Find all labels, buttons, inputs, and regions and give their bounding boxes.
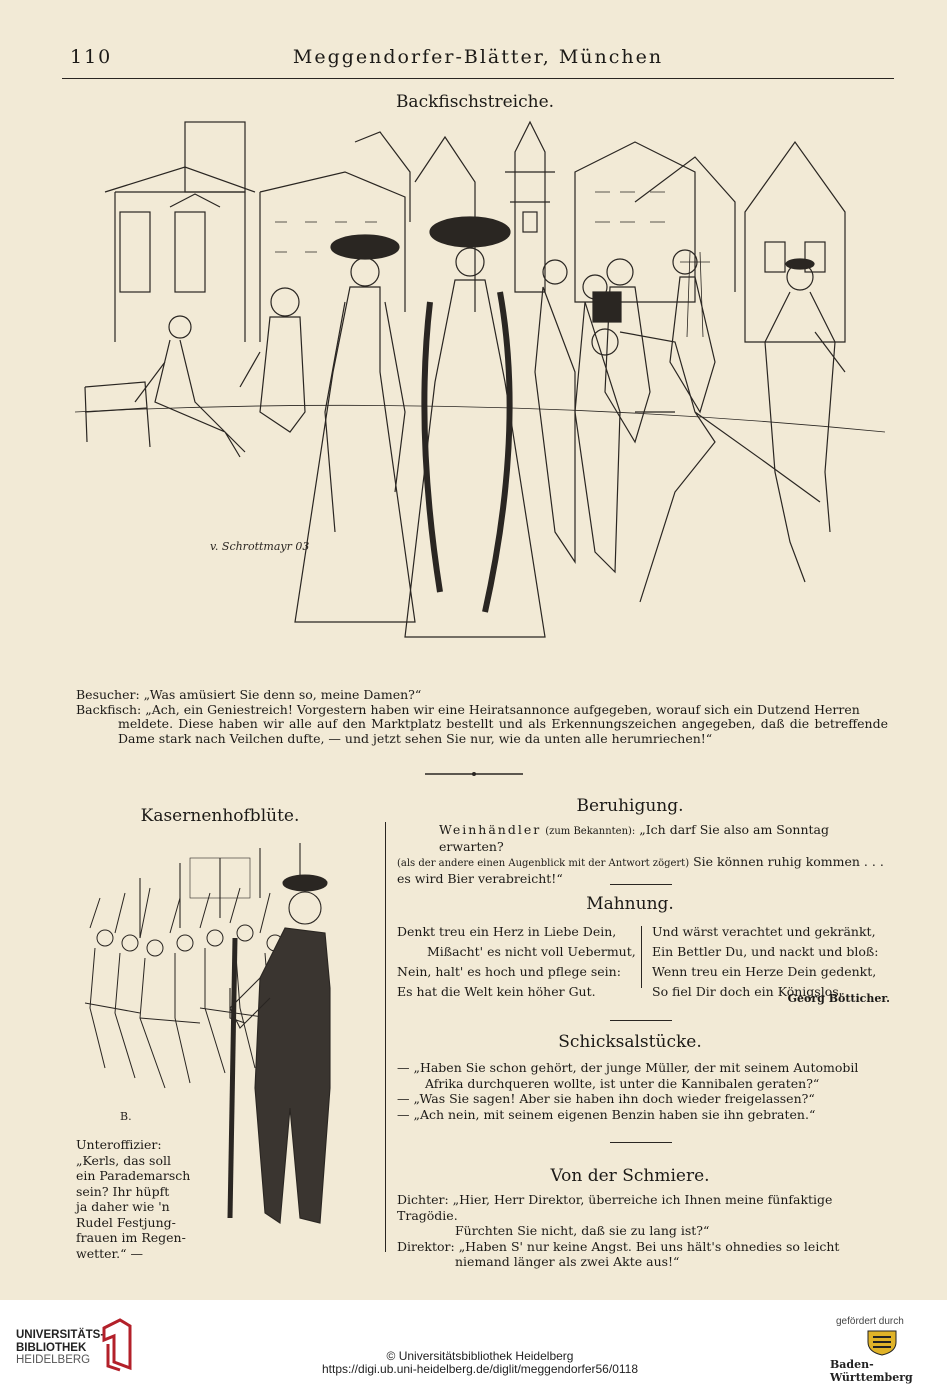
- verse-line: Nein, halt' es hoch und pflege sein:: [397, 964, 621, 979]
- verse-line: Ein Bettler Du, und nackt und bloß:: [652, 944, 879, 959]
- story-title-beruhigung: Beruhigung.: [576, 796, 684, 816]
- verse-line: So fiel Dir doch ein Königslos.: [652, 984, 843, 999]
- stage-direction: (als der andere einen Augenblick mit der Antwort zögert): [397, 858, 690, 869]
- library-name-line: UNIVERSITÄTS-: [16, 1329, 105, 1341]
- dialogue-line: „Haben S' nur keine Angst. Bei uns hält's ohnedies so leicht: [458, 1238, 840, 1254]
- column-divider: [385, 822, 386, 1252]
- story-title-kasernenhofbluete: Kasernenhofblüte.: [140, 806, 300, 826]
- speaker-label: Backfisch:: [76, 701, 142, 717]
- caption-line: „Kerls, das soll: [76, 1152, 171, 1168]
- dialogue-line: „Hier, Herr Direktor, überreiche ich Ihnen meine fünfaktige Tragödie.: [397, 1192, 833, 1223]
- library-name-line: HEIDELBERG: [16, 1354, 91, 1366]
- poem-author: Georg Bötticher.: [787, 992, 890, 1005]
- text-von-der-schmiere: [397, 1192, 891, 1270]
- story-title-mahnung: Mahnung.: [586, 894, 674, 914]
- verse-line: Und wärst verachtet und gekränkt,: [652, 924, 876, 939]
- page-number: 110: [70, 46, 113, 68]
- verse-line: Wenn treu ein Herze Dein gedenkt,: [652, 964, 877, 979]
- caption-line: Rudel Festjung-: [76, 1214, 176, 1230]
- illustration-signature: v. Schrottmayr 03: [210, 540, 310, 553]
- header-rule: [62, 78, 894, 79]
- verse-line: Denkt treu ein Herz in Liebe Dein,: [397, 924, 617, 939]
- state-coat-of-arms-icon: [864, 1328, 900, 1356]
- dialogue-line: Sie können ruhig kommen . . .: [693, 854, 884, 869]
- dialogue-line: Afrika durchqueren wollte, ist unter die Kannibalen geraten?“: [425, 1075, 820, 1091]
- story-title-schicksalstuecke: Schicksalstücke.: [558, 1032, 702, 1052]
- caption-line: wetter.“ —: [76, 1245, 143, 1261]
- sponsor-name: Baden-Württemberg: [830, 1358, 913, 1384]
- story-title-von-der-schmiere: Von der Schmiere.: [550, 1166, 710, 1186]
- story-title-backfischstreiche: Backfischstreiche.: [395, 92, 555, 112]
- dialogue-line: Fürchten Sie nicht, daß sie zu lang ist?“: [455, 1223, 710, 1238]
- caption-line: sein? Ihr hüpft: [76, 1183, 170, 1199]
- verse-right: [652, 922, 892, 1002]
- dialogue-line: — „Ach nein, mit seinem eigenen Benzin haben sie ihn gebraten.“: [397, 1106, 816, 1122]
- caption-line: ja daher wie 'n: [76, 1199, 170, 1214]
- separator-rule: [610, 1142, 672, 1143]
- section-ornament: [425, 772, 523, 776]
- text-schicksalstuecke: [397, 1060, 891, 1122]
- caption-line: ein Parademarsch: [76, 1168, 191, 1183]
- library-name-line: BIBLIOTHEK: [16, 1341, 87, 1354]
- verse-line: Mißacht' es nicht voll Uebermut,: [427, 944, 636, 959]
- speaker-note: (zum Bekannten):: [545, 826, 636, 837]
- caption-kasernenhofbluete: [76, 1137, 211, 1261]
- verse-left: [397, 922, 637, 1002]
- running-title: Meggendorfer-Blätter, München: [292, 46, 664, 68]
- speaker-label: Dichter:: [397, 1192, 449, 1207]
- speaker-label: Direktor:: [397, 1238, 455, 1254]
- illustration-market-square: [75, 112, 885, 647]
- caption-line: frauen im Regen-: [76, 1230, 186, 1245]
- text-beruhigung: [397, 822, 891, 886]
- dialogue-line: — „Was Sie sagen! Aber sie haben ihn doch wieder freigelassen?“: [397, 1091, 815, 1106]
- dialogue-line: niemand länger als zwei Akte aus!“: [455, 1254, 680, 1269]
- verse-divider: [641, 926, 642, 988]
- dialogue-continuation: meldete. Diese haben wir alle auf den Marktplatz bestellt und als Erkennungszeichen angegeben, daß die betreffende Dame stark nach Veilchen dufte, — und jetzt sehen Sie nur, wie da unten alle herumriechen!“: [118, 716, 888, 746]
- separator-rule: [610, 1020, 672, 1021]
- permalink[interactable]: https://digi.ub.uni-heidelberg.de/diglit/meggendorfer56/0118: [322, 1362, 638, 1376]
- dialogue-line: es wird Bier verabreicht!“: [397, 871, 563, 886]
- caption-backfischstreiche: [76, 688, 888, 746]
- verse-line: Es hat die Welt kein höher Gut.: [397, 984, 596, 999]
- copyright-notice: [270, 1350, 690, 1376]
- dialogue-line: „Ich darf Sie also am Sonntag erwarten?: [439, 822, 829, 854]
- speaker-label: Besucher:: [76, 687, 140, 702]
- dialogue-line: „Ach, ein Geniestreich! Vorgestern haben wir eine Heiratsannonce aufgegeben, worauf sich ein Dutzend Herren: [145, 701, 860, 717]
- library-logo-icon: [98, 1318, 134, 1372]
- illustration-signature-small: B.: [120, 1110, 132, 1123]
- separator-rule: [610, 884, 672, 885]
- caption-line: Unteroffizier:: [76, 1137, 162, 1152]
- dialogue-line: „Was amüsiert Sie denn so, meine Damen?“: [143, 687, 422, 702]
- speaker-label: Weinhändler: [439, 822, 542, 837]
- dialogue-line: — „Haben Sie schon gehört, der junge Müller, der mit seinem Automobil: [397, 1060, 859, 1075]
- sponsor-label: gefördert durch: [836, 1316, 904, 1327]
- library-name: [16, 1329, 104, 1367]
- copyright-text: © Universitätsbibliothek Heidelberg: [386, 1349, 574, 1363]
